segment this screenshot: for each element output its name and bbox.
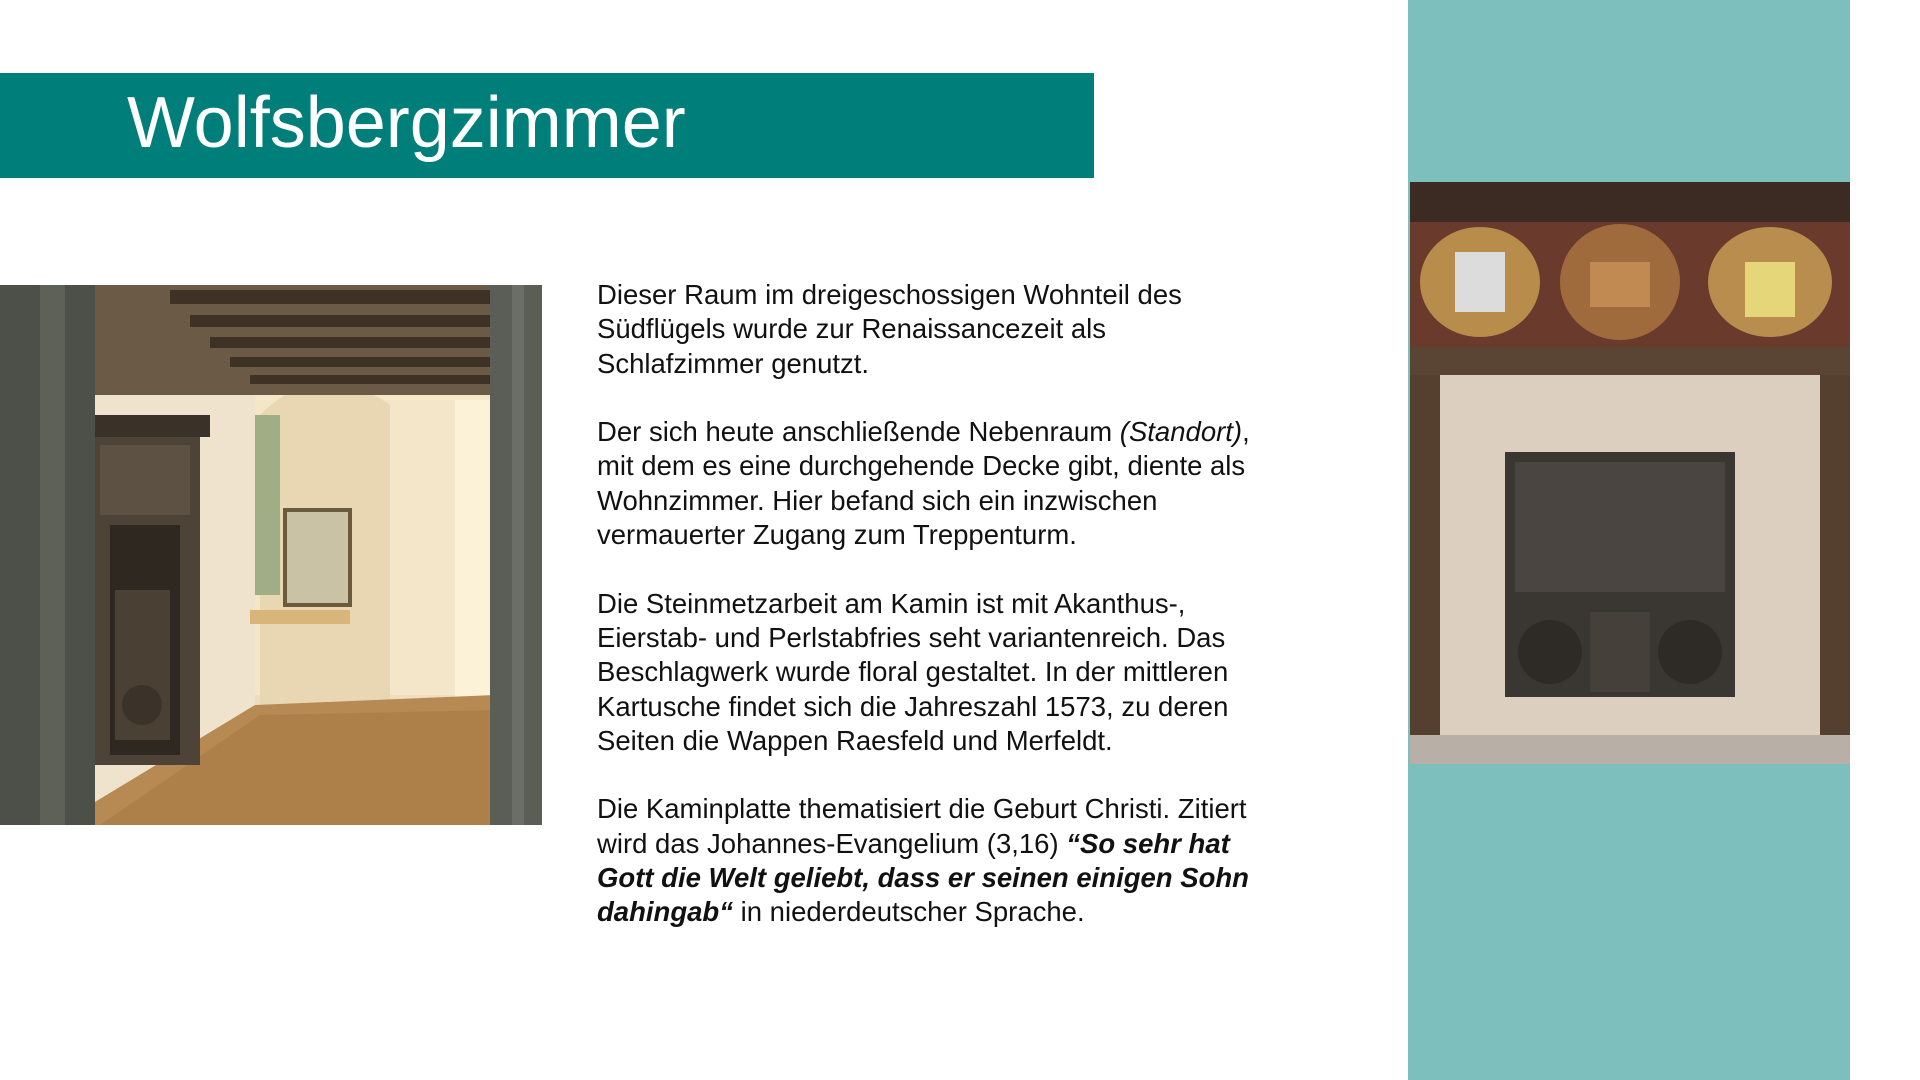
paragraph-bedroom: Dieser Raum im dreigeschossigen Wohnteil des Südflügels wurde zur Renaissancezeit als Schlafzimmer genutzt. xyxy=(597,279,1182,379)
paragraph-neighbor-room xyxy=(597,415,1327,552)
p4-text-b: in niederdeutscher Sprache. xyxy=(732,896,1085,928)
paragraph-stonework: Die Steinmetzarbeit am Kamin ist mit Akanthus-, Eierstab- und Perlstabfries seht variantenreich. Das Beschlagwerk wurde floral gestaltet. In der mittleren Kartusche findet sich die Jahreszahl 1573, zu deren Seiten die Wappen Raesfeld und Merfeldt. xyxy=(597,587,1229,756)
p2-text-b: , mit dem es eine durchgehende Decke gibt, diente als Wohnzimmer. Hier befand sich ein inzwischen vermauerter Zugang zum Treppenturm. xyxy=(597,416,1250,551)
body-text xyxy=(597,278,1327,964)
room-photo xyxy=(0,285,542,825)
p4-text-a: Die Kaminplatte thematisiert die Geburt Christi. Zitiert wird das Johannes-Evangelium (3,16) xyxy=(597,793,1247,859)
slide-title: Wolfsbergzimmer xyxy=(127,83,686,163)
title-band xyxy=(0,73,1094,178)
p2-standort: (Standort) xyxy=(1119,416,1243,448)
fireplace-photo xyxy=(1410,182,1850,764)
paragraph-fireback xyxy=(597,792,1327,929)
p2-text-a: Der sich heute anschließende Nebenraum xyxy=(597,416,1120,448)
p4-quote: “So sehr hat Gott die Welt geliebt, dass er seinen einigen Sohn dahingab“ xyxy=(597,827,1249,928)
